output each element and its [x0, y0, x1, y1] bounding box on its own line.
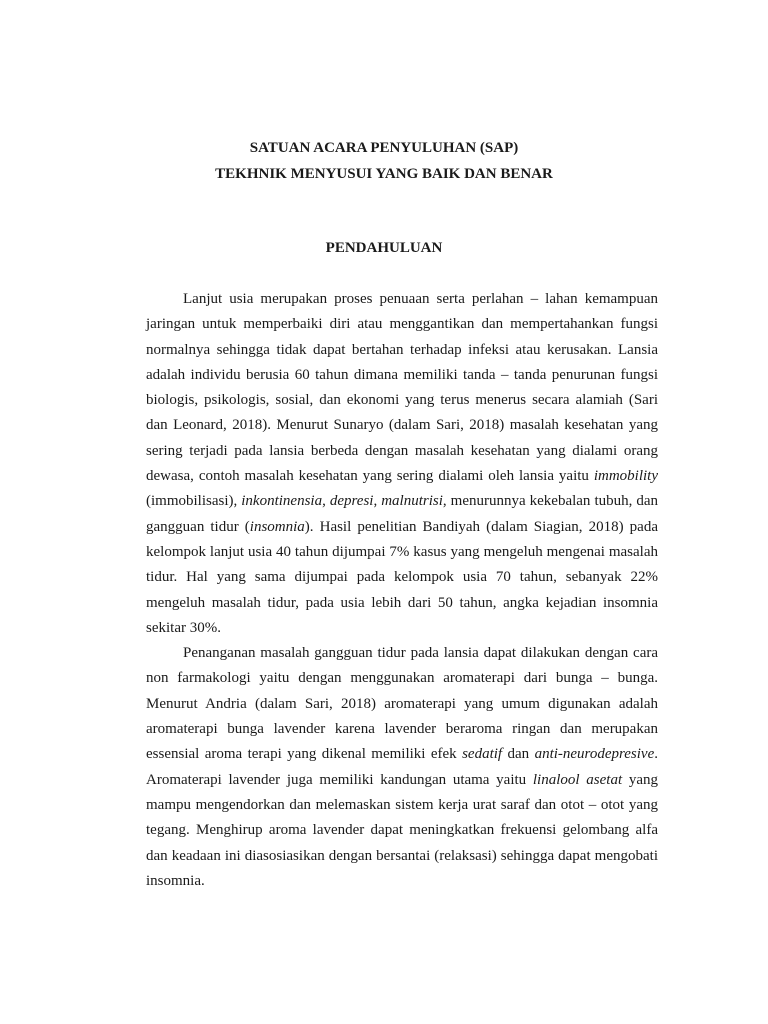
paragraph-1-text: ,: [373, 493, 382, 510]
term-anti-neurodepresive: anti-neurodepresive: [534, 746, 655, 763]
term-insomnia: insomnia: [249, 518, 305, 535]
document-title: [0, 135, 768, 187]
term-depresi: depresi: [329, 493, 374, 510]
term-linalool-asetat: linalool asetat: [532, 771, 623, 788]
paragraph-1-text: (immobilisasi),: [146, 493, 242, 510]
document-body: [146, 287, 658, 894]
paragraph-1-text: ,: [322, 493, 330, 510]
paragraph-2-text: . Aromaterapi lavender juga memiliki kandungan utama yaitu: [146, 746, 658, 788]
paragraph-1-text: Lanjut usia merupakan proses penuaan serta perlahan – lahan kemampuan jaringan untuk memperbaiki diri atau menggantikan dan mempertahankan fungsi normalnya sehingga tidak dapat bertahan terhadap infeksi atau kerusakan. Lansia adalah individu berusia 60 tahun dimana memiliki tanda – tanda penurunan fungsi biologis, psikologis, sosial, dan ekonomi yang terus menerus secara alamiah (Sari dan Leonard, 2018). Menurut Sunaryo (dalam Sari, 2018) masalah kesehatan yang sering terjadi pada lansia berbeda dengan masalah kesehatan yang dialami orang dewasa, contoh masalah kesehatan yang sering dialami oleh lansia yaitu: [146, 291, 658, 485]
paragraph-1-text: ). Hasil penelitian Bandiyah (dalam Siagian, 2018) pada kelompok lanjut usia 40 tahun dijumpai 7% kasus yang mengeluh mengenai masalah tidur. Hal yang sama dijumpai pada kelompok usia 70 tahun, sebanyak 22% mengeluh masalah tidur, pada usia lebih dari 50 tahun, angka kejadian insomnia sekitar 30%.: [146, 518, 658, 636]
paragraph-2: [146, 641, 658, 894]
section-heading: PENDAHULUAN: [325, 240, 443, 256]
term-immobility: immobility: [593, 468, 658, 485]
title-line-2: TEKHNIK MENYUSUI YANG BAIK DAN BENAR: [215, 166, 553, 182]
term-sedatif: sedatif: [462, 746, 503, 763]
term-malnutrisi: malnutrisi: [381, 493, 443, 510]
paragraph-2-text: Penanganan masalah gangguan tidur pada lansia dapat dilakukan dengan cara non farmakologi yaitu dengan menggunakan aromaterapi dari bunga – bunga. Menurut Andria (dalam Sari, 2018) aromaterapi yang umum digunakan adalah aromaterapi bunga lavender karena lavender beraroma ringan dan merupakan essensial aroma terapi yang dikenal memiliki efek: [146, 645, 658, 763]
paragraph-2-text: yang mampu mengendorkan dan melemaskan sistem kerja urat saraf dan otot – otot yang tegang. Menghirup aroma lavender dapat meningkatkan frekuensi gelombang alfa dan keadaan ini diasosiasikan dengan bersantai (relaksasi) sehingga dapat mengobati insomnia.: [146, 771, 658, 889]
paragraph-2-text: dan: [502, 746, 535, 763]
term-inkontinensia: inkontinensia: [241, 493, 323, 510]
paragraph-1-text: , menurunnya kekebalan tubuh, dan gangguan tidur (: [146, 493, 659, 535]
paragraph-1: [146, 287, 658, 641]
title-line-1: SATUAN ACARA PENYULUHAN (SAP): [249, 140, 519, 156]
